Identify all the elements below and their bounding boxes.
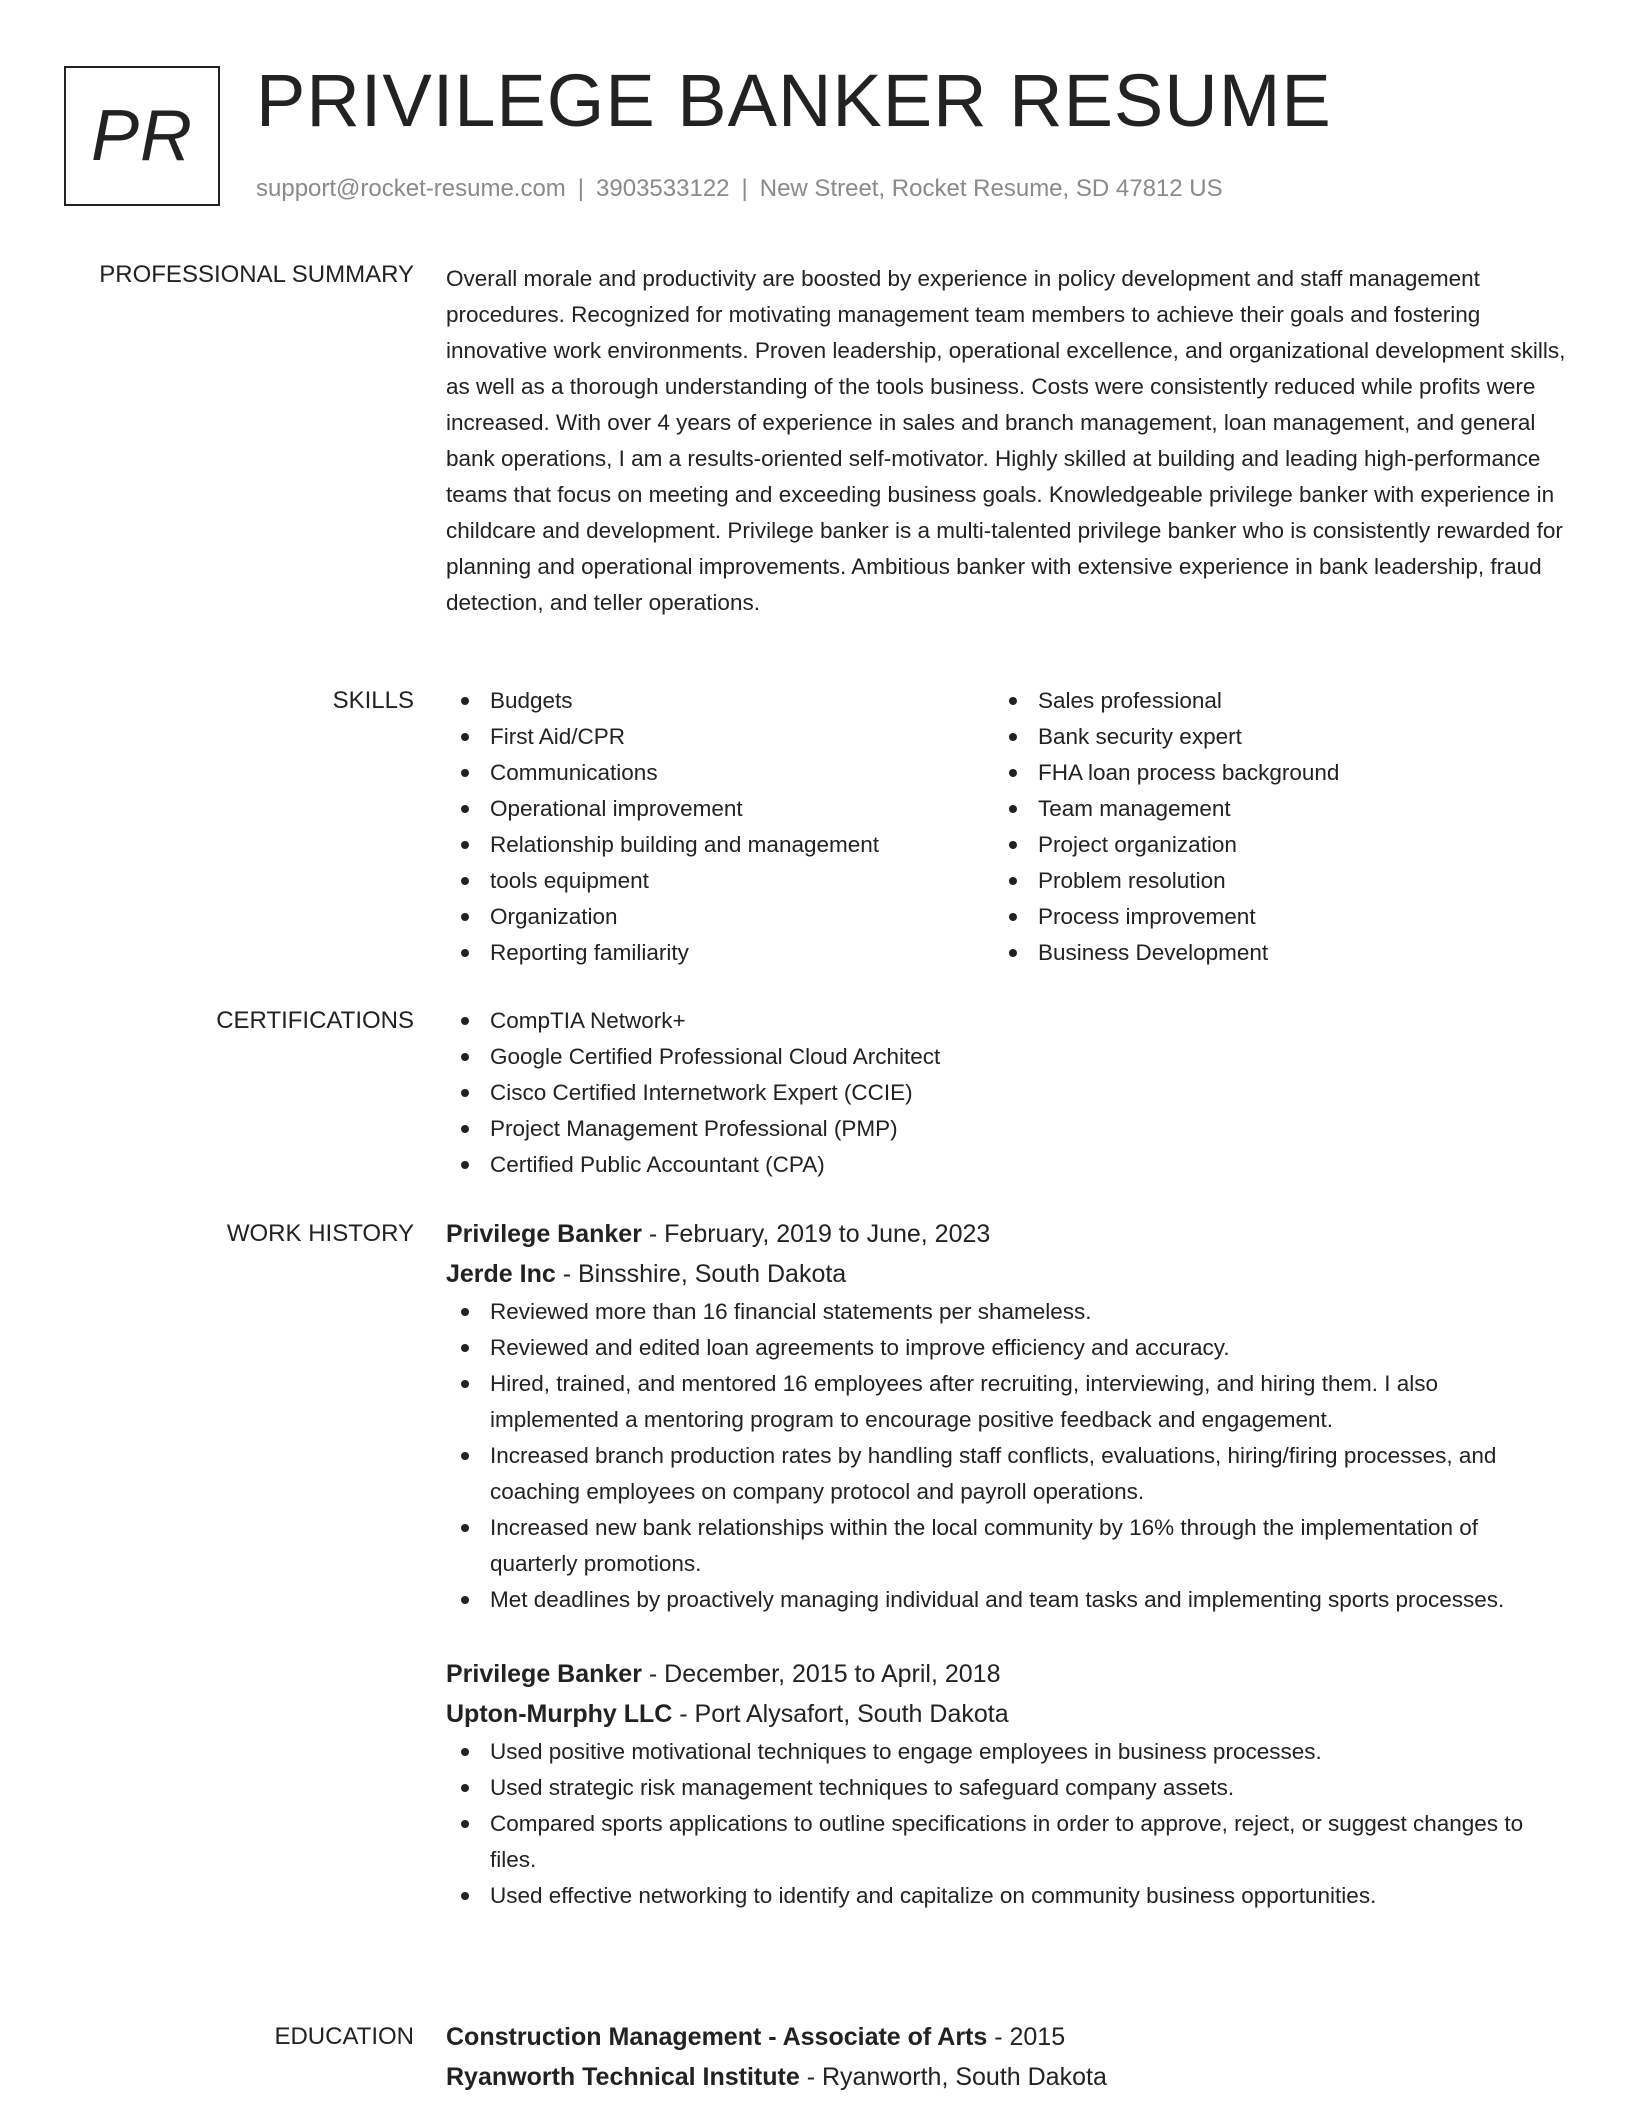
job-title-line <box>446 1214 1566 1254</box>
skills-grid <box>446 683 1566 971</box>
job-location: - Binsshire, South Dakota <box>555 1260 847 1288</box>
list-item: Project organization <box>994 827 1542 863</box>
list-item: Reviewed more than 16 financial statements per shameless. <box>446 1294 1566 1330</box>
list-item: Used positive motivational techniques to engage employees in business processes. <box>446 1734 1566 1770</box>
education-year: - 2015 <box>987 2023 1066 2051</box>
summary-heading: PROFESSIONAL SUMMARY <box>99 261 414 288</box>
list-item: Organization <box>446 899 994 935</box>
list-item: Used strategic risk management techniques to safeguard company assets. <box>446 1770 1566 1806</box>
list-item: First Aid/CPR <box>446 719 994 755</box>
list-item: Reviewed and edited loan agreements to improve efficiency and accuracy. <box>446 1330 1566 1366</box>
list-item: Business Development <box>994 935 1542 971</box>
education-heading: EDUCATION <box>274 2023 414 2050</box>
job-title: Privilege Banker <box>446 1220 642 1248</box>
list-item: Relationship building and management <box>446 827 994 863</box>
list-item: Hired, trained, and mentored 16 employees after recruiting, interviewing, and hiring them. I also implemented a mentoring program to encourage positive feedback and engagement. <box>446 1366 1566 1438</box>
list-item: Used effective networking to identify and capitalize on community business opportunities. <box>446 1878 1566 1914</box>
list-item: Increased new bank relationships within the local community by 16% through the implementation of quarterly promotions. <box>446 1510 1566 1582</box>
certifications-heading: CERTIFICATIONS <box>216 1007 414 1034</box>
job-company-line <box>446 1694 1566 1734</box>
job-company-line <box>446 1254 1566 1294</box>
job-duties-list <box>446 1294 1566 1618</box>
job-title: Privilege Banker <box>446 1660 642 1688</box>
list-item: Cisco Certified Internetwork Expert (CCIE) <box>446 1075 1566 1111</box>
monogram-box <box>64 66 220 206</box>
job-duties-list <box>446 1734 1566 1914</box>
job-entry <box>446 1214 1566 1618</box>
job-company: Jerde Inc <box>446 1260 556 1288</box>
list-item: Bank security expert <box>994 719 1542 755</box>
list-item: Sales professional <box>994 683 1542 719</box>
list-item: Increased branch production rates by handling staff conflicts, evaluations, hiring/firing processes, and coaching employees on company protocol and payroll operations. <box>446 1438 1566 1510</box>
list-item: FHA loan process background <box>994 755 1542 791</box>
list-item: Project Management Professional (PMP) <box>446 1111 1566 1147</box>
job-title-line <box>446 1654 1566 1694</box>
list-item: CompTIA Network+ <box>446 1003 1566 1039</box>
job-entry <box>446 1654 1566 1914</box>
resume-title: PRIVILEGE BANKER RESUME <box>256 59 1332 142</box>
certifications-list <box>446 1003 1566 1183</box>
summary-text: Overall morale and productivity are boosted by experience in policy development and staff management procedures. Recognized for motivating management team members to achieve their goals and fostering innovative work environments. Proven leadership, operational excellence, and organizational development skills, as well as a thorough understanding of the tools business. Costs were consistently reduced while profits were increased. With over 4 years of experience in sales and branch management, loan management, and general bank operations, I am a results-oriented self-motivator. Highly skilled at building and leading high-performance teams that focus on meeting and exceeding business goals. Knowledgeable privilege banker with experience in childcare and development. Privilege banker is a multi-talented privilege banker who is consistently rewarded for planning and operational improvements. Ambitious banker with extensive experience in bank leadership, fraud detection, and teller operations. <box>446 266 1566 615</box>
list-item: tools equipment <box>446 863 994 899</box>
education-school-line <box>446 2057 1566 2097</box>
list-item: Certified Public Accountant (CPA) <box>446 1147 1566 1183</box>
monogram-initials: PR <box>90 96 194 176</box>
contact-separator: | <box>577 175 585 202</box>
list-item: Reporting familiarity <box>446 935 994 971</box>
education-degree: Construction Management - Associate of Arts <box>446 2023 988 2051</box>
contact-address: New Street, Rocket Resume, SD 47812 US <box>759 175 1223 202</box>
job-location: - Port Alysafort, South Dakota <box>672 1700 1009 1728</box>
skills-list-left <box>446 683 994 971</box>
job-dates: - February, 2019 to June, 2023 <box>641 1220 991 1248</box>
education-location: - Ryanworth, South Dakota <box>799 2063 1107 2091</box>
list-item: Compared sports applications to outline specifications in order to approve, reject, or suggest changes to files. <box>446 1806 1566 1878</box>
list-item: Operational improvement <box>446 791 994 827</box>
education-school: Ryanworth Technical Institute <box>446 2063 800 2091</box>
contact-separator: | <box>741 175 748 202</box>
contact-phone[interactable]: 3903533122 <box>596 175 730 202</box>
list-item: Met deadlines by proactively managing individual and team tasks and implementing sports processes. <box>446 1582 1566 1618</box>
list-item: Process improvement <box>994 899 1542 935</box>
education-degree-line <box>446 2017 1566 2057</box>
list-item: Team management <box>994 791 1542 827</box>
job-company: Upton-Murphy LLC <box>446 1700 673 1728</box>
contact-email[interactable]: support@rocket-resume.com <box>256 175 566 202</box>
skills-heading: SKILLS <box>332 687 414 714</box>
list-item: Problem resolution <box>994 863 1542 899</box>
list-item: Communications <box>446 755 994 791</box>
contact-line <box>256 174 1223 204</box>
list-item: Budgets <box>446 683 994 719</box>
job-dates: - December, 2015 to April, 2018 <box>641 1660 1001 1688</box>
list-item: Google Certified Professional Cloud Architect <box>446 1039 1566 1075</box>
work-history-heading: WORK HISTORY <box>226 1220 414 1247</box>
skills-list-right <box>994 683 1542 971</box>
